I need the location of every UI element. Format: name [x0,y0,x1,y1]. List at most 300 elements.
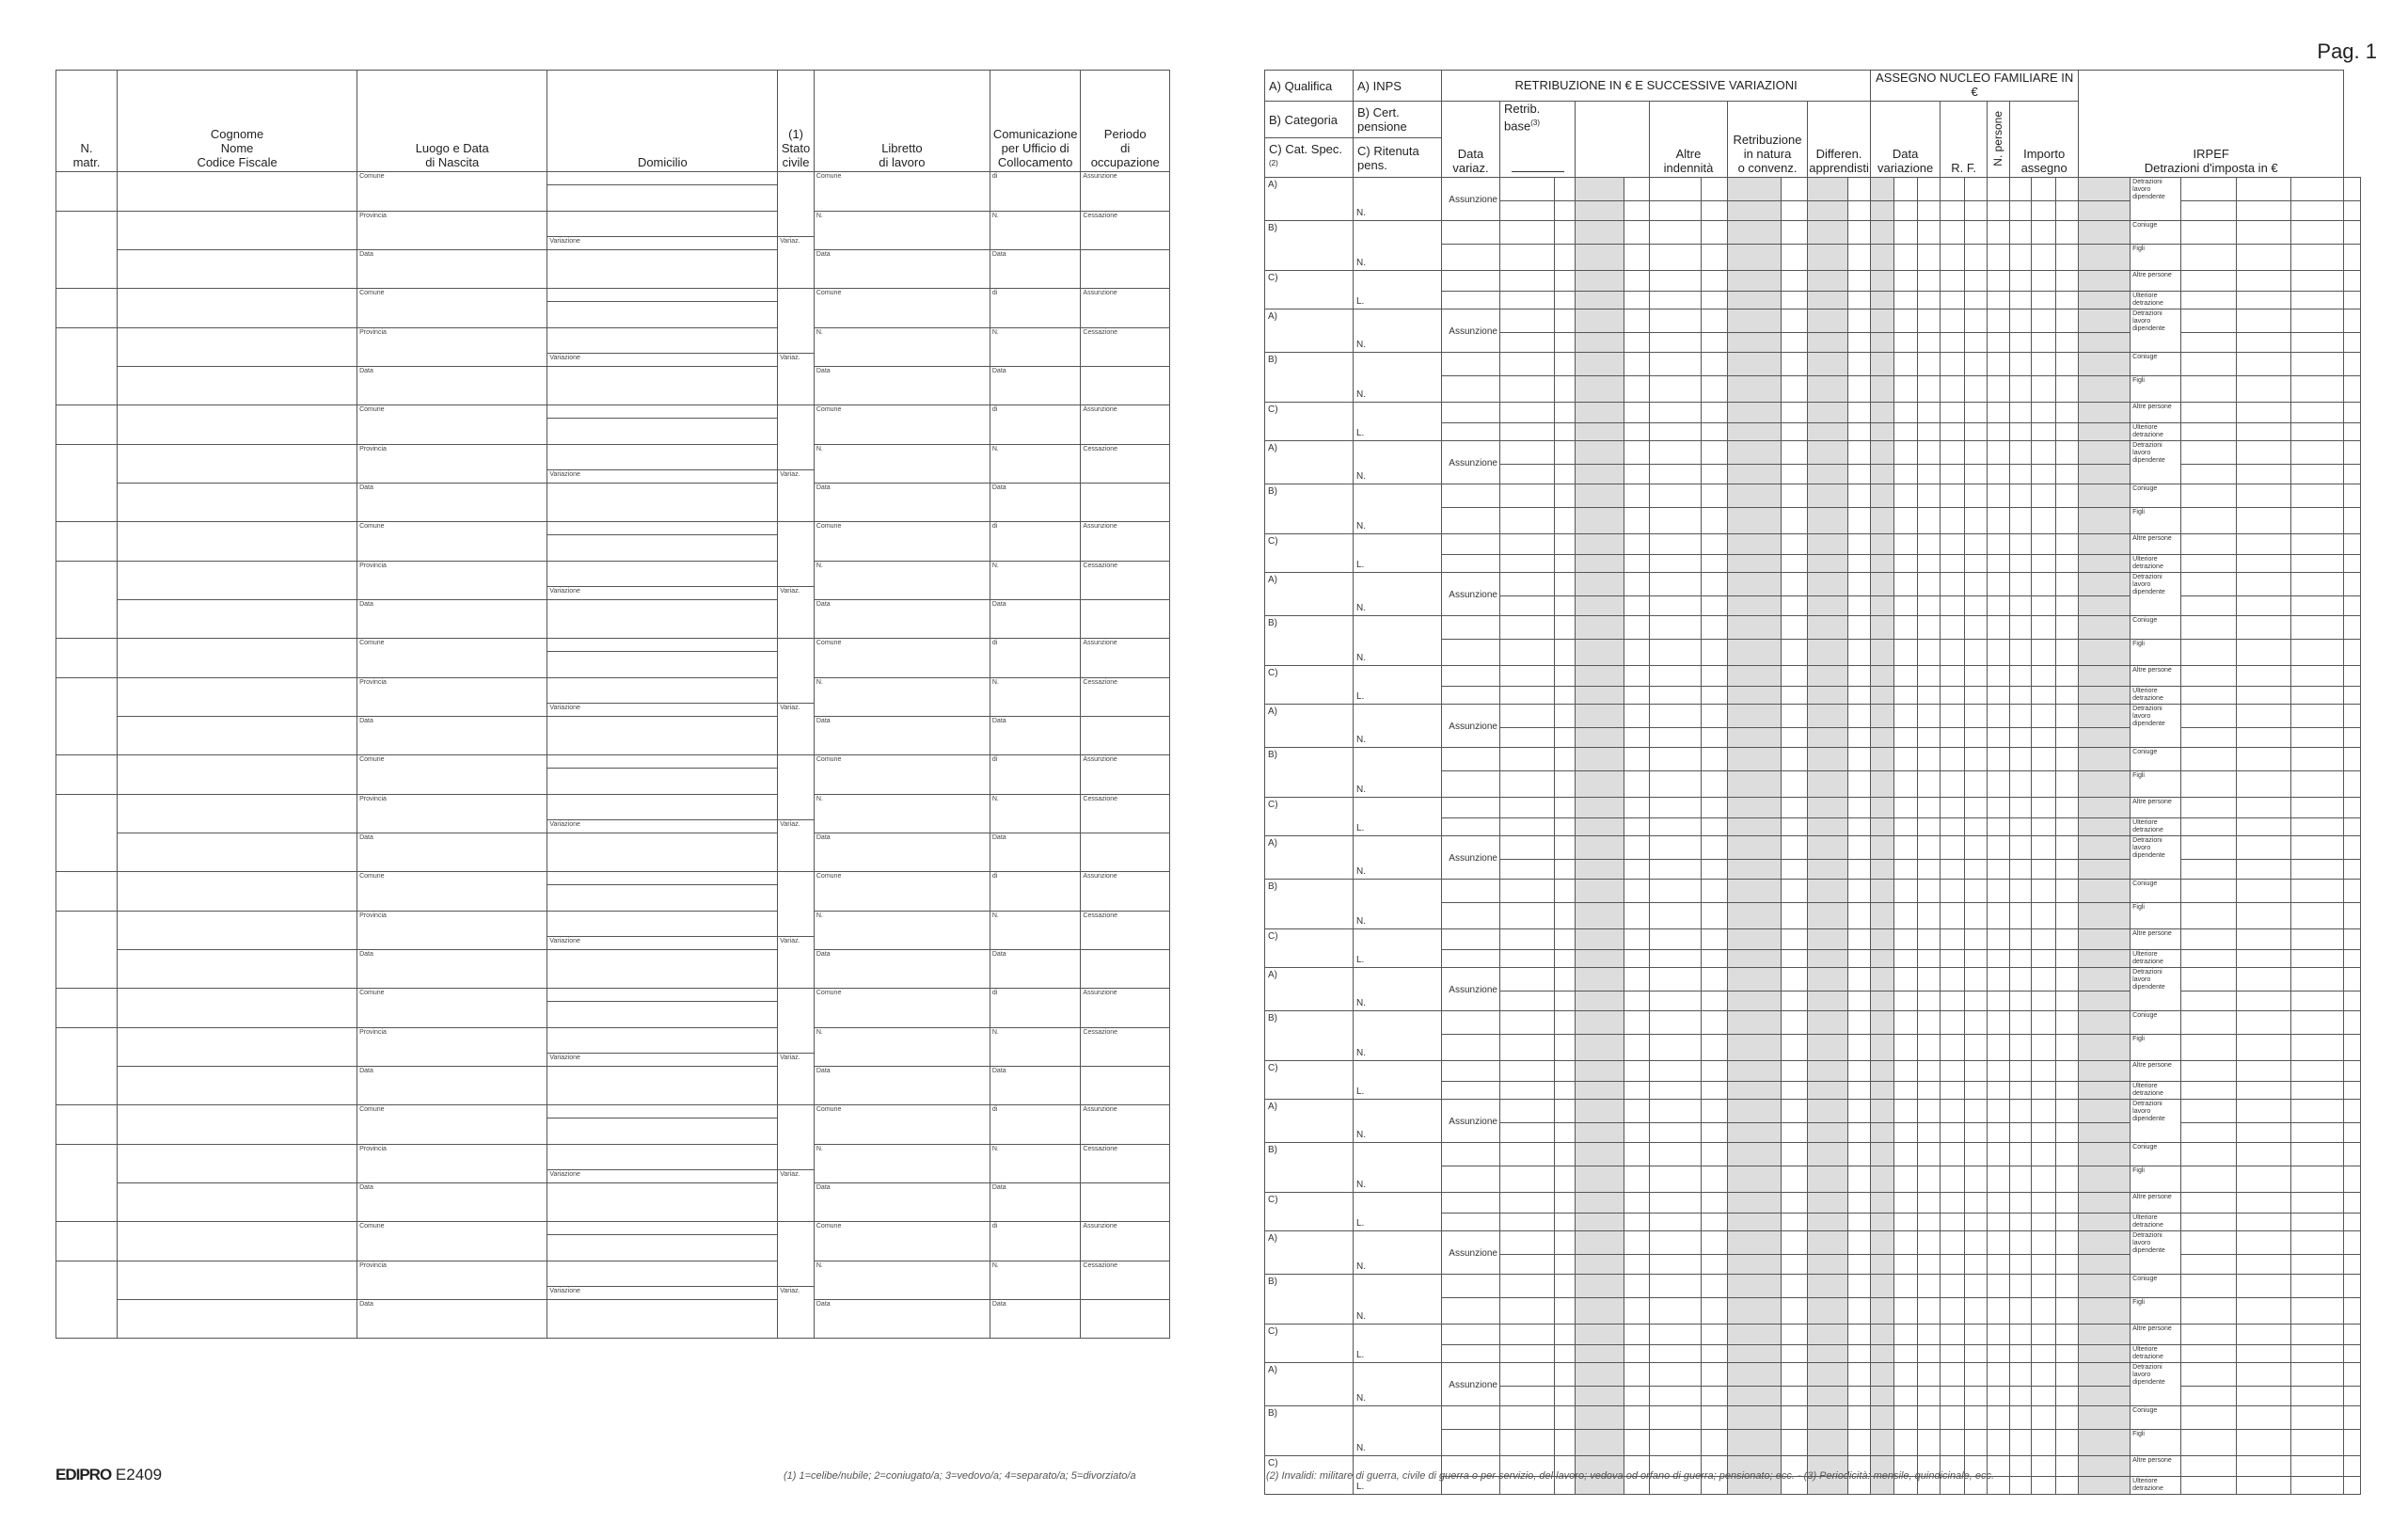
irpef-value-cell [2291,508,2344,534]
value-cell [1848,441,1871,465]
value-cell [1918,950,1941,968]
label-data: Data [359,718,373,724]
value-cell [1728,748,1782,771]
data-variaz-cell [1442,687,1500,705]
value-cell [1650,484,1702,508]
value-cell [1808,441,1848,465]
table-row [1265,1100,2361,1123]
value-cell [1555,1363,1576,1387]
value-cell [1576,771,1624,798]
value-cell [1871,1363,1894,1387]
qualifica-cell [1265,271,1354,309]
value-cell [1871,508,1894,534]
irpef-value-cell [2181,818,2237,836]
value-cell [1576,441,1624,465]
label-di: di [991,523,998,530]
value-cell [1871,687,1894,705]
value-cell [1650,860,1702,880]
value-cell [1555,1214,1576,1231]
value-cell [2032,333,2056,353]
value-cell [2079,1456,2131,1477]
value-cell [1941,1011,1965,1035]
value-cell [1988,1231,2010,1255]
value-cell [1702,771,1728,798]
label-altre-persone: Altre persone [2132,667,2172,674]
label-assunzione: Assunzione [1083,873,1117,880]
value-cell [2010,666,2032,687]
value-cell [1848,1123,1871,1143]
value-cell [1728,903,1782,929]
value-cell [2032,309,2056,333]
value-cell [1555,666,1576,687]
label-c: C) [1268,1195,1278,1206]
value-cell [1871,1255,1894,1275]
label-assunzione: Assunzione [1083,406,1117,413]
irpef-label-cell [2131,1477,2181,1495]
libretto-data [814,250,990,289]
value-cell [1918,1143,1941,1166]
label-variaz: Variaz. [780,1055,800,1061]
value-cell [1941,728,1965,748]
irpef-value-cell [2181,748,2237,771]
value-cell [2010,640,2032,666]
name-cell [118,522,357,562]
label-data: Data [816,951,831,958]
value-cell [1871,968,1894,992]
value-cell [2032,1430,2056,1456]
label-cessazione: Cessazione [1083,563,1117,569]
value-cell [1988,555,2010,573]
matr-cell [56,912,118,989]
value-cell [1918,1193,1941,1214]
periodo-cessazione [1081,328,1170,367]
irpef-value-cell [2344,309,2361,333]
value-cell [1576,616,1624,640]
label-c: C) [1268,668,1278,679]
label-n: N. [1356,471,1366,483]
value-cell [1848,992,1871,1011]
label-data: Data [816,1068,831,1074]
value-cell [1728,1430,1782,1456]
value-cell [1782,1011,1808,1035]
value-cell [1965,534,1988,555]
value-cell [1988,798,2010,818]
label-coniuge: Coniuge [2132,617,2158,625]
irpef-value-cell [2344,178,2361,201]
irpef-value-cell [2344,573,2361,596]
value-cell [1808,1082,1848,1100]
value-cell [1871,1166,1894,1193]
table-row [56,405,1170,419]
value-cell [1782,245,1808,271]
irpef-value-cell [2291,836,2344,860]
value-cell [1894,1231,1918,1255]
value-cell [1728,423,1782,441]
value-cell [1624,508,1650,534]
value-cell [1965,1100,1988,1123]
value-cell [2079,1345,2131,1363]
value-cell [1702,1123,1728,1143]
right-register-table [1264,70,2361,1495]
value-cell [1576,1345,1624,1363]
label-coniuge: Coniuge [2132,1012,2158,1020]
value-cell [2056,1100,2079,1123]
value-cell [1576,992,1624,1011]
value-cell [1782,705,1808,728]
birth-data [357,600,547,639]
libretto-comune [814,522,990,562]
value-cell [1576,880,1624,903]
value-cell [1871,950,1894,968]
value-cell [1555,178,1576,201]
value-cell [1728,1011,1782,1035]
value-cell [1576,1193,1624,1214]
value-cell [2010,818,2032,836]
birth-comune [357,1105,547,1145]
value-cell [1871,403,1894,423]
value-cell [1918,221,1941,245]
table-row [1265,1011,2361,1035]
matr-cell [56,872,118,912]
value-cell [1500,423,1555,441]
matr-cell [56,1222,118,1261]
value-cell [1988,1193,2010,1214]
page-number: Pag. 1 [2317,40,2377,63]
value-cell [1650,1406,1702,1430]
codice-fiscale-cell [118,950,357,989]
value-cell [2079,1387,2131,1406]
value-cell [1848,748,1871,771]
value-cell [1500,798,1555,818]
value-cell [2032,860,2056,880]
label-altre-persone: Altre persone [2132,1457,2172,1465]
domicilio-variazione [547,1170,778,1183]
label-b: B) [1268,1408,1277,1420]
value-cell [1576,666,1624,687]
value-cell [1988,1363,2010,1387]
inps-cell [1354,1231,1442,1275]
value-cell [1500,1123,1555,1143]
inps-cell [1354,573,1442,616]
value-cell [1941,1275,1965,1298]
value-cell [1500,1345,1555,1363]
irpef-label-cell [2131,271,2181,292]
comunicazione-data [990,250,1081,289]
domicilio-cell [547,1118,778,1145]
data-variaz-assunzione [1442,178,1500,221]
value-cell [1988,484,2010,508]
label-di: di [991,756,998,763]
value-cell [1941,968,1965,992]
irpef-value-cell [2291,1166,2344,1193]
value-cell [1894,292,1918,309]
value-cell [1624,1387,1650,1406]
value-cell [1624,1231,1650,1255]
value-cell [1728,992,1782,1011]
comunicazione-n [990,328,1081,367]
value-cell [1728,1061,1782,1082]
birth-provincia [357,912,547,950]
value-cell [1782,423,1808,441]
irpef-value-cell [2291,403,2344,423]
label-assunzione: Assunzione [1449,722,1497,733]
name-cell [118,678,357,717]
label-altre-persone: Altre persone [2132,1194,2172,1201]
irpef-value-cell [2237,929,2291,950]
value-cell [1702,1011,1728,1035]
data-variaz-cell [1442,484,1500,508]
irpef-label-cell [2131,1456,2181,1477]
comunicazione-di [990,522,1081,562]
value-cell [1808,992,1848,1011]
value-cell [1576,508,1624,534]
value-cell [1500,1061,1555,1082]
value-cell [1965,640,1988,666]
value-cell [1782,880,1808,903]
value-cell [1728,798,1782,818]
value-cell [1624,441,1650,465]
value-cell [1702,333,1728,353]
header-domicilio: Domicilio [547,71,778,172]
irpef-value-cell [2344,929,2361,950]
irpef-value-cell [2291,484,2344,508]
value-cell [1941,950,1965,968]
table-row [56,872,1170,885]
irpef-value-cell [2237,640,2291,666]
value-cell [1894,245,1918,271]
value-cell [2010,616,2032,640]
data-variaz-cell [1442,245,1500,271]
periodo-cell [1081,717,1170,755]
value-cell [2010,968,2032,992]
value-cell [1650,271,1702,292]
inps-cell [1354,1406,1442,1456]
value-cell [1576,1061,1624,1082]
value-cell [2056,968,2079,992]
irpef-value-cell [2344,950,2361,968]
value-cell [1555,748,1576,771]
birth-data [357,950,547,989]
irpef-value-cell [2344,376,2361,403]
value-cell [1555,534,1576,555]
inps-cell [1354,309,1442,353]
irpef-value-cell [2291,309,2344,333]
value-cell [1576,555,1624,573]
value-cell [1965,1275,1988,1298]
value-cell [1918,596,1941,616]
value-cell [1555,1275,1576,1298]
value-cell [1728,1387,1782,1406]
value-cell [1871,1231,1894,1255]
data-variaz-cell [1442,666,1500,687]
irpef-value-cell [2344,465,2361,484]
value-cell [2056,1456,2079,1477]
value-cell [1808,376,1848,403]
value-cell [2032,968,2056,992]
codice-fiscale-cell [118,1067,357,1105]
table-row [1265,1193,2361,1214]
value-cell [1848,555,1871,573]
value-cell [1871,929,1894,950]
value-cell [1555,1123,1576,1143]
inps-cell [1354,1275,1442,1325]
irpef-label-cell [2131,836,2181,880]
qualifica-cell [1265,403,1354,441]
irpef-value-cell [2237,1477,2291,1495]
value-cell [2079,178,2131,201]
value-cell [1988,748,2010,771]
value-cell [2056,929,2079,950]
value-cell [1702,798,1728,818]
table-row [56,289,1170,302]
value-cell [2010,508,2032,534]
value-cell [1894,1193,1918,1214]
label-l: L. [1356,560,1365,571]
value-cell [1848,221,1871,245]
irpef-value-cell [2344,1100,2361,1123]
value-cell [2032,705,2056,728]
label-b: B) [1268,750,1277,761]
label-data: Data [816,601,831,608]
value-cell [2010,836,2032,860]
value-cell [1941,441,1965,465]
value-cell [2079,860,2131,880]
value-cell [2032,748,2056,771]
value-cell [1871,771,1894,798]
value-cell [1728,596,1782,616]
value-cell [2056,555,2079,573]
periodo-assunzione [1081,1222,1170,1261]
value-cell [2032,1100,2056,1123]
value-cell [1728,508,1782,534]
irpef-value-cell [2237,1123,2291,1143]
value-cell [1965,508,1988,534]
domicilio-cell [547,678,778,704]
value-cell [2010,880,2032,903]
data-variaz-cell [1442,640,1500,666]
value-cell [1918,1298,1941,1325]
value-cell [1782,403,1808,423]
value-cell [1918,616,1941,640]
value-cell [1650,748,1702,771]
value-cell [2010,1035,2032,1061]
value-cell [1500,1363,1555,1387]
value-cell [2079,1477,2131,1495]
value-cell [2010,748,2032,771]
value-cell [1576,1363,1624,1387]
value-cell [1650,1011,1702,1035]
label-ded-lavoro: Detrazioni lavoro dipendente [2132,179,2165,201]
value-cell [1650,1325,1702,1345]
value-cell [1728,178,1782,201]
label-assunzione: Assunzione [1083,290,1117,296]
value-cell [1808,333,1848,353]
value-cell [1624,376,1650,403]
label-n: N. [1356,603,1366,614]
value-cell [1965,309,1988,333]
value-cell [2032,555,2056,573]
value-cell [2079,1082,2131,1100]
value-cell [2010,1143,2032,1166]
value-cell [1650,1214,1702,1231]
value-cell [1624,1325,1650,1345]
value-cell [1650,1345,1702,1363]
label-l: L. [1356,691,1365,703]
label-variaz: Variaz. [780,938,800,944]
value-cell [1871,860,1894,880]
value-cell [1965,1363,1988,1387]
irpef-label-cell [2131,1430,2181,1456]
value-cell [1702,292,1728,309]
value-cell [1988,534,2010,555]
value-cell [1702,309,1728,333]
table-row [1265,1231,2361,1255]
irpef-value-cell [2291,1406,2344,1430]
inps-cell [1354,403,1442,441]
label-altre-persone: Altre persone [2132,404,2172,411]
value-cell [2010,245,2032,271]
birth-comune [357,1222,547,1261]
value-cell [1871,640,1894,666]
value-cell [1650,1387,1702,1406]
value-cell [1918,728,1941,748]
value-cell [2079,950,2131,968]
irpef-value-cell [2181,771,2237,798]
inps-cell [1354,1061,1442,1100]
value-cell [1624,1193,1650,1214]
label-b: B) [1268,1145,1277,1156]
irpef-value-cell [2181,534,2237,555]
qualifica-cell [1265,1143,1354,1193]
label-cessazione: Cessazione [1083,446,1117,452]
publisher-logo [55,1466,162,1484]
domicilio-cell [547,950,778,989]
value-cell [2079,1123,2131,1143]
matr-cell [56,678,118,755]
value-cell [2010,534,2032,555]
stato-variaz [778,470,815,522]
value-cell [1894,573,1918,596]
value-cell [1848,1406,1871,1430]
value-cell [1624,573,1650,596]
domicilio-cell [547,1067,778,1105]
value-cell [2032,903,2056,929]
header-inps: A) INPS [1354,71,1442,102]
value-cell [1941,616,1965,640]
comunicazione-data [990,1300,1081,1339]
value-cell [1500,1214,1555,1231]
value-cell [2010,1477,2032,1495]
value-cell [1808,771,1848,798]
value-cell [1555,376,1576,403]
value-cell [1918,484,1941,508]
value-cell [1555,616,1576,640]
domicilio-cell [547,989,778,1002]
value-cell [2032,1123,2056,1143]
libretto-n [814,1261,990,1300]
irpef-value-cell [2291,1275,2344,1298]
irpef-value-cell [2344,1214,2361,1231]
value-cell [1848,1298,1871,1325]
value-cell [2056,441,2079,465]
value-cell [1782,1082,1808,1100]
value-cell [1988,423,2010,441]
irpef-value-cell [2344,292,2361,309]
irpef-value-cell [2237,353,2291,376]
domicilio-cell [547,1002,778,1028]
irpef-value-cell [2181,292,2237,309]
value-cell [2032,423,2056,441]
